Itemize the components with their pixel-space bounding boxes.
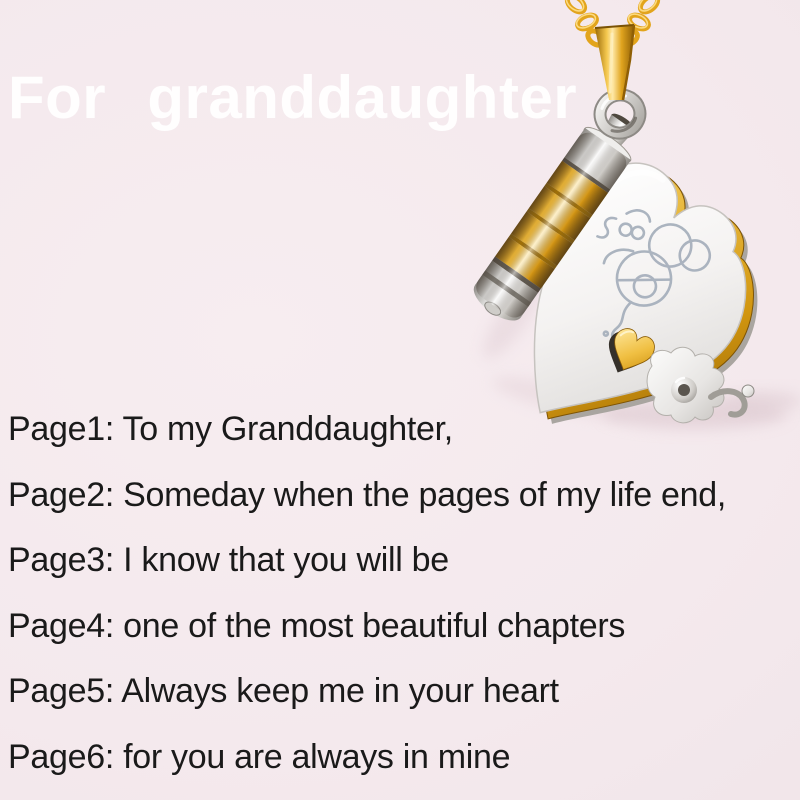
gold-bail <box>595 25 634 100</box>
page-line-5: Page5: Always keep me in your heart <box>8 672 559 710</box>
page-line-2: Page2: Someday when the pages of my life end, <box>8 475 726 514</box>
overlay-title: For granddaughter <box>8 64 578 131</box>
page-line-3: Page3: I know that you will be <box>8 541 449 579</box>
page-line-4: Page4: one of the most beautiful chapters <box>8 606 626 645</box>
page-line-6: Page6: for you are always in mine <box>8 737 511 776</box>
page-line-1: Page1: To my Granddaughter, <box>8 410 453 448</box>
message-lines <box>8 397 726 790</box>
